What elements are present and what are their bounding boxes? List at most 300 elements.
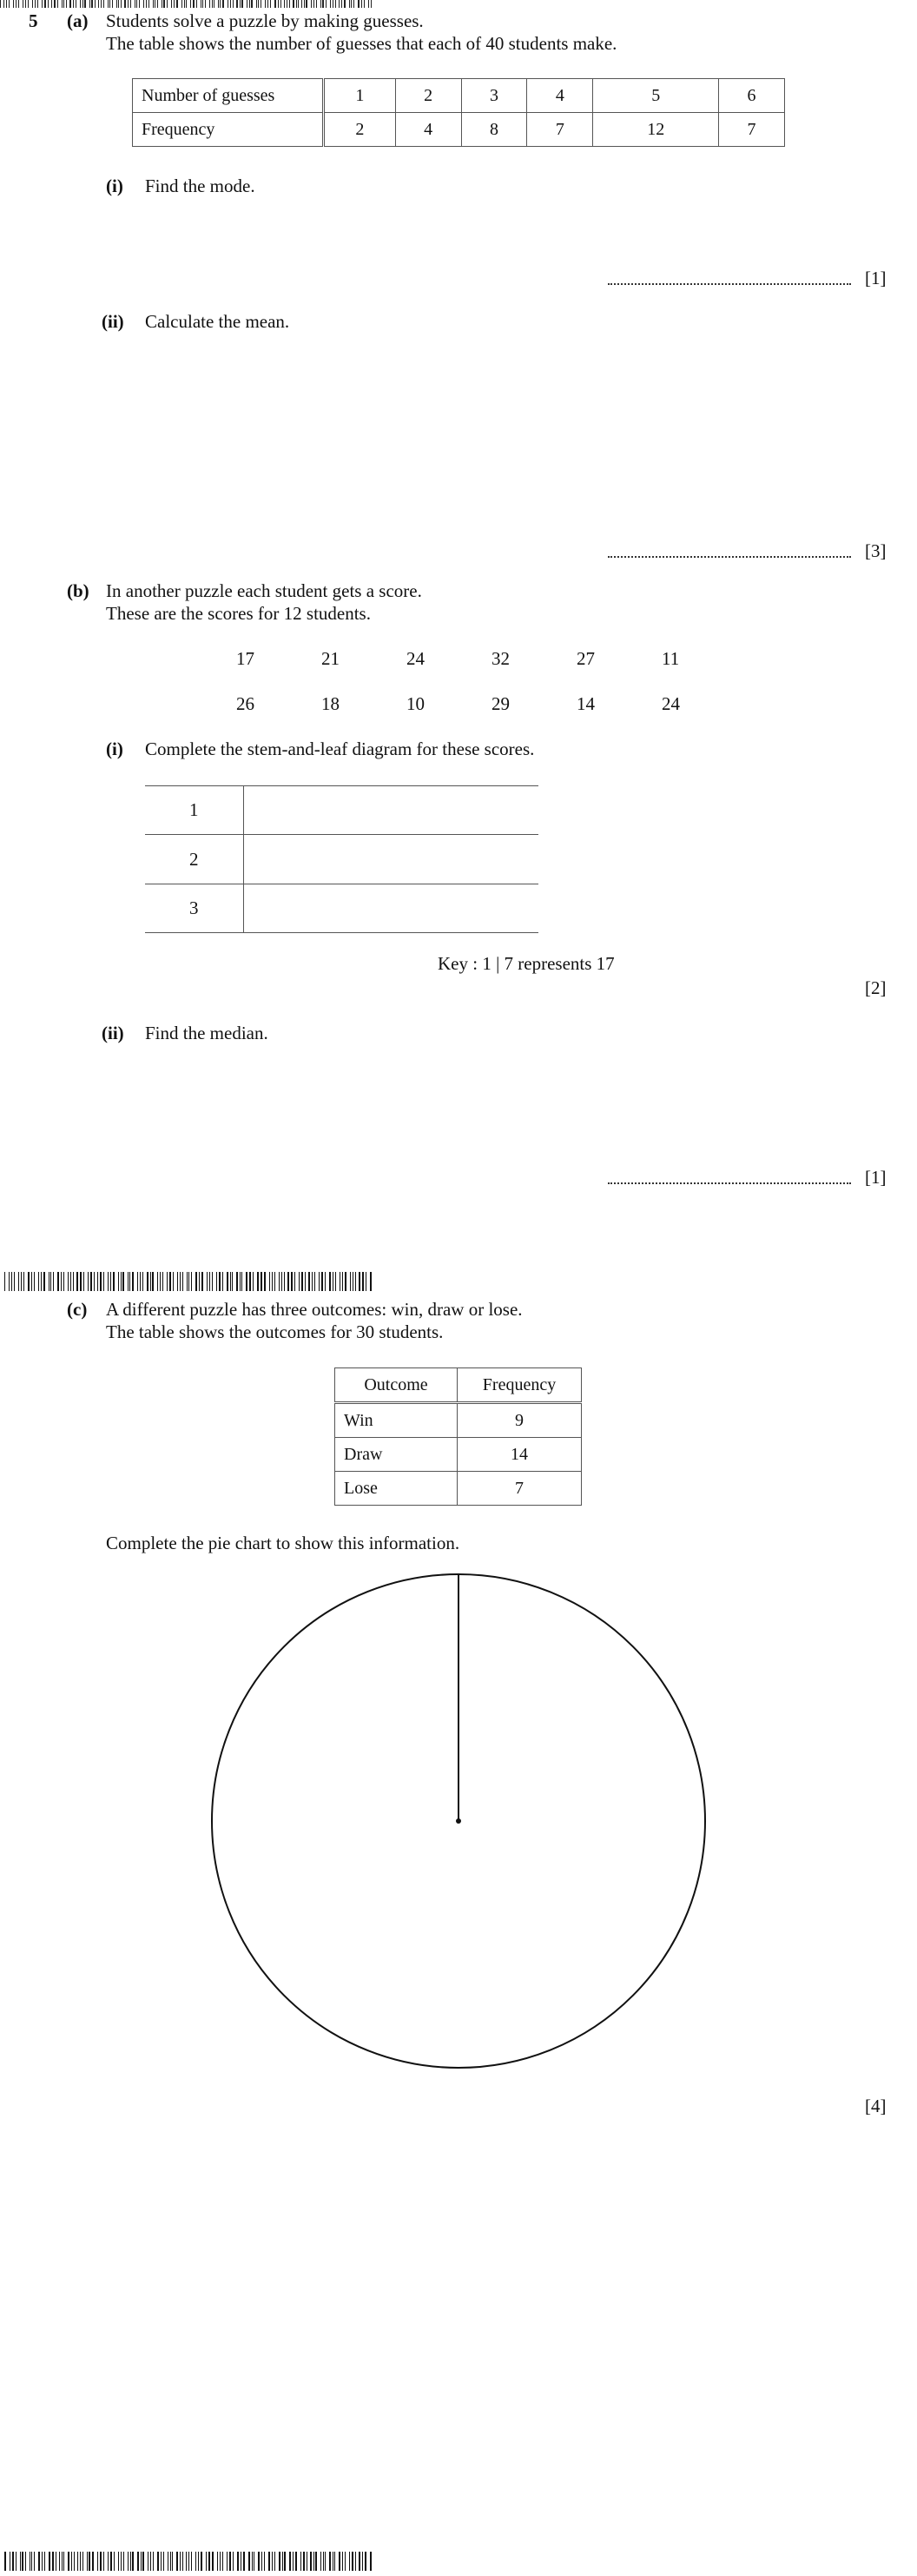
outcome-header: Outcome xyxy=(335,1368,458,1403)
barcode-bar xyxy=(180,1272,181,1291)
barcode-bar xyxy=(100,1272,101,1291)
barcode-bar xyxy=(9,0,10,8)
barcode-bar xyxy=(153,2552,154,2571)
stem-leaf-line xyxy=(145,834,538,835)
barcode-bar xyxy=(334,2552,335,2571)
barcode-bar xyxy=(355,1272,356,1291)
barcode-bar xyxy=(287,1272,288,1291)
barcode-bar xyxy=(188,1272,189,1291)
marks-b-ii: [1] xyxy=(865,1167,887,1188)
barcode-bar xyxy=(121,2552,122,2571)
barcode-bar xyxy=(157,2552,159,2571)
barcode-bar xyxy=(279,1272,280,1291)
guess-value: 5 xyxy=(593,79,719,113)
pie-centre-point xyxy=(456,1818,461,1824)
barcode-bar xyxy=(9,1272,10,1291)
barcode-bar xyxy=(103,2552,105,2571)
frequency-value: 4 xyxy=(395,113,461,147)
barcode-bar xyxy=(43,1272,44,1291)
barcode-bar xyxy=(310,2552,312,2571)
part-a-i-text: Find the mode. xyxy=(145,175,255,196)
guess-value: 1 xyxy=(324,79,396,113)
barcode-bar xyxy=(279,2552,280,2571)
barcode-bar xyxy=(57,0,58,8)
barcode-bar xyxy=(89,2552,90,2571)
part-b-ii-label: (ii) xyxy=(102,1023,124,1043)
barcode-bar xyxy=(171,0,172,8)
barcode-bar xyxy=(124,0,125,8)
marks-c: [4] xyxy=(865,2096,887,2116)
part-a-i-label: (i) xyxy=(106,175,123,196)
outcome-cell: Lose xyxy=(335,1472,458,1506)
score: 14 xyxy=(577,693,595,714)
barcode-bar xyxy=(63,2552,64,2571)
barcode-bar xyxy=(205,0,206,8)
barcode-bar xyxy=(313,0,314,8)
part-a-ii-label: (ii) xyxy=(102,311,124,332)
barcode-bar xyxy=(18,1272,19,1291)
barcode-bar xyxy=(38,2552,40,2571)
barcode-bar xyxy=(353,0,354,8)
barcode-bar xyxy=(252,2552,253,2571)
barcode-bar xyxy=(289,2552,291,2571)
barcode-bar xyxy=(170,2552,171,2571)
barcode-bar xyxy=(20,2552,21,2571)
barcode-bar xyxy=(128,0,129,8)
barcode-bar xyxy=(91,0,92,8)
barcode-bar xyxy=(299,1272,300,1291)
barcode-bar xyxy=(274,2552,275,2571)
barcode-bar xyxy=(358,0,359,8)
barcode-bar xyxy=(177,1272,178,1291)
barcode-bar xyxy=(160,1272,161,1291)
stem-leaf-key: Key : 1 | 7 represents 17 xyxy=(438,953,615,974)
barcode-bar xyxy=(82,2552,83,2571)
barcode-bar xyxy=(274,1272,275,1291)
barcode-bar xyxy=(322,0,323,8)
barcode-bar xyxy=(241,0,242,8)
barcode-bar xyxy=(80,2552,81,2571)
barcode-bar xyxy=(163,2552,164,2571)
barcode-bar xyxy=(31,2552,32,2571)
part-b-i-text: Complete the stem-and-leaf diagram for these scores. xyxy=(145,738,535,759)
barcode-bar xyxy=(361,0,362,8)
barcode-bar xyxy=(118,1272,119,1291)
marks-a-ii: [3] xyxy=(865,540,887,561)
barcode-bar xyxy=(325,2552,326,2571)
barcode-bar xyxy=(321,1272,323,1291)
barcode-bar xyxy=(314,1272,315,1291)
barcode-bar xyxy=(195,2552,197,2571)
barcode-bar xyxy=(84,0,85,8)
score: 29 xyxy=(491,693,510,714)
barcode-bar xyxy=(100,2552,102,2571)
barcode-bar xyxy=(146,0,147,8)
score: 27 xyxy=(577,648,595,669)
barcode-bar xyxy=(364,0,365,8)
score: 11 xyxy=(662,648,680,669)
barcode-bar xyxy=(233,2552,234,2571)
barcode-bar xyxy=(38,1272,39,1291)
barcode-bar xyxy=(249,0,250,8)
barcode-bar xyxy=(163,0,164,8)
barcode-bar xyxy=(350,1272,351,1291)
barcode-bar xyxy=(139,0,140,8)
barcode-bar xyxy=(167,1272,168,1291)
barcode-bar xyxy=(313,2552,314,2571)
barcode-bar xyxy=(25,0,26,8)
outcomes-header-row xyxy=(335,1368,582,1403)
barcode-bar xyxy=(4,2552,6,2571)
barcode-bar xyxy=(220,0,221,8)
barcode-bar xyxy=(193,0,194,8)
barcode-bar xyxy=(311,0,312,8)
barcode-bar xyxy=(236,1272,238,1291)
barcode-bar xyxy=(34,1272,35,1291)
barcode-bar xyxy=(342,1272,344,1291)
barcode-bar xyxy=(12,2552,14,2571)
part-c-line2: The table shows the outcomes for 30 students. xyxy=(106,1321,444,1342)
score: 26 xyxy=(236,693,254,714)
barcode-bar xyxy=(233,0,234,8)
barcode-bar xyxy=(147,1272,148,1291)
barcode-bar xyxy=(208,2552,210,2571)
barcode-bar xyxy=(220,2552,221,2571)
part-b-ii-text: Find the median. xyxy=(145,1023,268,1043)
barcode-bar xyxy=(6,0,7,8)
score: 10 xyxy=(406,693,425,714)
barcode-bar xyxy=(95,0,96,8)
guess-value: 2 xyxy=(395,79,461,113)
barcode-bar xyxy=(325,1272,326,1291)
barcode-bar xyxy=(137,2552,139,2571)
barcode-bar xyxy=(173,1272,174,1291)
barcode-bar xyxy=(312,1272,313,1291)
barcode-bar xyxy=(150,1272,151,1291)
barcode-bar xyxy=(80,1272,82,1291)
barcode-bar xyxy=(267,0,268,8)
barcode-bar xyxy=(300,2552,302,2571)
barcode-bar xyxy=(128,1272,129,1291)
barcode-bar xyxy=(222,1272,223,1291)
frequency-value: 12 xyxy=(593,113,719,147)
barcode-bar xyxy=(108,1272,109,1291)
barcode-bar xyxy=(31,1272,32,1291)
barcode-bar xyxy=(123,2552,124,2571)
frequency-value: 8 xyxy=(461,113,527,147)
barcode-bar xyxy=(345,1272,346,1291)
score: 32 xyxy=(491,648,510,669)
barcode-bar xyxy=(281,1272,282,1291)
barcode-bar xyxy=(206,2552,208,2571)
barcode-bar xyxy=(342,2552,343,2571)
barcode-bar xyxy=(186,2552,187,2571)
barcode-bar xyxy=(308,1272,309,1291)
leaf-input-row-3[interactable] xyxy=(248,885,537,930)
barcode-bar xyxy=(274,0,275,8)
barcode-bar xyxy=(227,2552,228,2571)
barcode-bar xyxy=(222,2552,223,2571)
answer-line-mode[interactable] xyxy=(608,283,851,285)
pie-chart-outline[interactable] xyxy=(208,1569,709,2069)
barcode-bar xyxy=(92,2552,94,2571)
barcode-bar xyxy=(227,1272,228,1291)
barcode-bar xyxy=(182,2552,183,2571)
barcode-bar xyxy=(130,2552,131,2571)
part-a-line1: Students solve a puzzle by making guesses. xyxy=(106,10,424,31)
barcode-bar xyxy=(191,2552,192,2571)
barcode-bar xyxy=(301,1272,303,1291)
barcode-bar xyxy=(323,2552,324,2571)
barcode-bar xyxy=(41,1272,43,1291)
barcode-bar xyxy=(294,1272,296,1291)
barcode-bar xyxy=(269,1272,270,1291)
barcode-bar xyxy=(236,0,237,8)
barcode-bar xyxy=(207,1272,208,1291)
leaf-input-row-1[interactable] xyxy=(248,787,537,832)
frequency-cell: 14 xyxy=(458,1438,582,1472)
barcode-bar xyxy=(329,1272,331,1291)
barcode-bar xyxy=(264,2552,265,2571)
barcode-bar xyxy=(157,1272,158,1291)
score: 24 xyxy=(406,648,425,669)
barcode-bar xyxy=(258,2552,259,2571)
barcode-bar xyxy=(132,1272,134,1291)
guess-value: 3 xyxy=(461,79,527,113)
barcode-bar xyxy=(132,2552,134,2571)
barcode-bar xyxy=(11,1272,12,1291)
barcode-bar xyxy=(349,2552,350,2571)
barcode-bar xyxy=(32,0,33,8)
barcode-bar xyxy=(161,2552,162,2571)
barcode-bar xyxy=(51,0,52,8)
part-c-label: (c) xyxy=(67,1299,88,1320)
barcode-bar xyxy=(355,2552,356,2571)
part-a-line2: The table shows the number of guesses that each of 40 students make. xyxy=(106,33,617,54)
guesses-row xyxy=(133,79,785,113)
barcode-bar xyxy=(190,0,191,8)
barcode-bar xyxy=(370,2552,372,2571)
score: 24 xyxy=(662,693,680,714)
barcode-bar xyxy=(293,2552,294,2571)
barcode-bar xyxy=(362,2552,363,2571)
barcode-bar xyxy=(202,0,203,8)
barcode-bar xyxy=(365,2552,366,2571)
barcode-bar xyxy=(49,2552,50,2571)
barcode-bar xyxy=(73,1272,74,1291)
barcode-bar xyxy=(359,1272,360,1291)
barcode-bar xyxy=(28,1272,30,1291)
barcode-bar xyxy=(62,2552,63,2571)
barcode-bar xyxy=(182,1272,183,1291)
barcode-bar xyxy=(230,1272,231,1291)
barcode-bar xyxy=(21,1272,22,1291)
barcode-bar xyxy=(181,0,182,8)
barcode-bar xyxy=(188,2552,189,2571)
frequency-header: Frequency xyxy=(458,1368,582,1403)
barcode-bar xyxy=(110,1272,111,1291)
barcode-bar xyxy=(73,0,74,8)
part-b-line2: These are the scores for 12 students. xyxy=(106,603,371,624)
guesses-frequency-table xyxy=(132,78,785,147)
outcome-cell: Draw xyxy=(335,1438,458,1472)
barcode-bar xyxy=(54,0,55,8)
barcode-bar xyxy=(52,2552,54,2571)
barcode-bar xyxy=(359,2552,360,2571)
barcode-bar xyxy=(272,1272,273,1291)
barcode-bar xyxy=(306,0,307,8)
barcode-bar xyxy=(272,2552,274,2571)
barcode-bar xyxy=(212,2552,214,2571)
barcode-bar xyxy=(69,0,70,8)
barcode-bar xyxy=(162,1272,163,1291)
barcode-bar xyxy=(232,1272,233,1291)
barcode-bar xyxy=(4,1272,5,1291)
barcode-bar xyxy=(176,2552,178,2571)
outcome-cell: Win xyxy=(335,1403,458,1438)
barcode-bar xyxy=(148,0,149,8)
barcode-bar xyxy=(219,1272,221,1291)
barcode-bar xyxy=(339,0,340,8)
barcode-bar xyxy=(249,1272,251,1291)
barcode-bar xyxy=(261,1272,262,1291)
barcode-bar xyxy=(222,0,223,8)
barcode-bar xyxy=(23,1272,24,1291)
barcode-bar xyxy=(320,2552,321,2571)
barcode-bar xyxy=(349,0,350,8)
barcode-bar xyxy=(128,2552,129,2571)
barcode-bar xyxy=(70,1272,71,1291)
barcode-bar xyxy=(53,1272,54,1291)
table-row xyxy=(335,1403,582,1438)
guess-value: 4 xyxy=(527,79,593,113)
barcode-bar xyxy=(110,2552,111,2571)
barcode-bar xyxy=(114,2552,115,2571)
barcode-bar xyxy=(140,1272,141,1291)
top-barcode-strip xyxy=(0,0,373,8)
barcode-bar xyxy=(305,1272,306,1291)
stem-leaf-line xyxy=(145,785,538,786)
barcode-bar xyxy=(172,2552,173,2571)
barcode-bar xyxy=(196,0,197,8)
barcode-bar xyxy=(61,1272,62,1291)
barcode-bar xyxy=(344,0,345,8)
barcode-bar xyxy=(368,0,369,8)
barcode-bar xyxy=(14,1272,15,1291)
barcode-bar xyxy=(59,2552,60,2571)
barcode-bar xyxy=(109,0,110,8)
barcode-bar xyxy=(295,2552,297,2571)
barcode-bar xyxy=(44,0,45,8)
barcode-bar xyxy=(329,2552,330,2571)
barcode-bar xyxy=(270,0,271,8)
part-a-ii-text: Calculate the mean. xyxy=(145,311,290,332)
part-c-line1: A different puzzle has three outcomes: win, draw or lose. xyxy=(106,1299,523,1320)
barcode-bar xyxy=(191,1272,192,1291)
barcode-bar xyxy=(371,0,372,8)
barcode-bar xyxy=(76,1272,78,1291)
barcode-bar xyxy=(44,2552,45,2571)
barcode-bar xyxy=(335,1272,336,1291)
barcode-bar xyxy=(326,0,327,8)
part-a-label: (a) xyxy=(67,10,89,31)
barcode-bar xyxy=(291,1272,293,1291)
barcode-bar xyxy=(90,1272,92,1291)
barcode-bar xyxy=(68,2552,69,2571)
leaf-input-row-2[interactable] xyxy=(248,836,537,882)
barcode-bar xyxy=(268,2552,270,2571)
marks-a-i: [1] xyxy=(865,268,887,288)
barcode-bar xyxy=(42,0,43,8)
barcode-bar xyxy=(121,1272,122,1291)
answer-line-median[interactable] xyxy=(608,1182,851,1184)
barcode-bar xyxy=(180,2552,181,2571)
guesses-header: Number of guesses xyxy=(133,79,324,113)
barcode-bar xyxy=(237,2552,239,2571)
part-b-label: (b) xyxy=(67,580,89,601)
barcode-bar xyxy=(22,2552,23,2571)
frequency-value: 7 xyxy=(527,113,593,147)
barcode-bar xyxy=(83,1272,84,1291)
barcode-bar xyxy=(216,1272,217,1291)
barcode-bar xyxy=(253,1272,254,1291)
barcode-bar xyxy=(63,1272,64,1291)
table-row xyxy=(335,1438,582,1472)
guess-value: 6 xyxy=(719,79,785,113)
barcode-bar xyxy=(34,2552,35,2571)
barcode-bar xyxy=(28,0,29,8)
barcode-bar xyxy=(282,2552,283,2571)
barcode-bar xyxy=(35,0,36,8)
barcode-bar xyxy=(345,2552,346,2571)
barcode-bar xyxy=(187,1272,188,1291)
stem-leaf-line xyxy=(145,932,538,933)
barcode-bar xyxy=(50,1272,51,1291)
barcode-bar xyxy=(303,2552,304,2571)
barcode-bar xyxy=(212,1272,213,1291)
barcode-bar xyxy=(261,2552,263,2571)
score: 18 xyxy=(321,693,340,714)
barcode-bar xyxy=(176,0,177,8)
barcode-bar xyxy=(284,1272,285,1291)
barcode-bar xyxy=(98,0,99,8)
marks-b-i: [2] xyxy=(865,977,887,998)
barcode-bar xyxy=(293,0,294,8)
barcode-bar xyxy=(243,2552,245,2571)
barcode-bar xyxy=(137,1272,138,1291)
barcode-bar xyxy=(80,0,81,8)
barcode-bar xyxy=(103,0,104,8)
barcode-bar xyxy=(118,0,119,8)
barcode-bar xyxy=(230,0,231,8)
barcode-bar xyxy=(150,2552,151,2571)
barcode-bar xyxy=(103,1272,105,1291)
answer-line-mean[interactable] xyxy=(608,556,851,558)
barcode-bar xyxy=(315,2552,317,2571)
frequency-cell: 7 xyxy=(458,1472,582,1506)
barcode-bar xyxy=(129,1272,130,1291)
frequency-value: 2 xyxy=(324,113,396,147)
barcode-bar xyxy=(25,2552,26,2571)
stem-value: 3 xyxy=(189,897,199,918)
barcode-bar xyxy=(169,1272,171,1291)
barcode-bar xyxy=(229,2552,231,2571)
barcode-bar xyxy=(341,0,342,8)
barcode-bar xyxy=(42,2552,43,2571)
frequency-row xyxy=(133,113,785,147)
barcode-bar xyxy=(198,2552,199,2571)
barcode-bar xyxy=(142,2552,144,2571)
